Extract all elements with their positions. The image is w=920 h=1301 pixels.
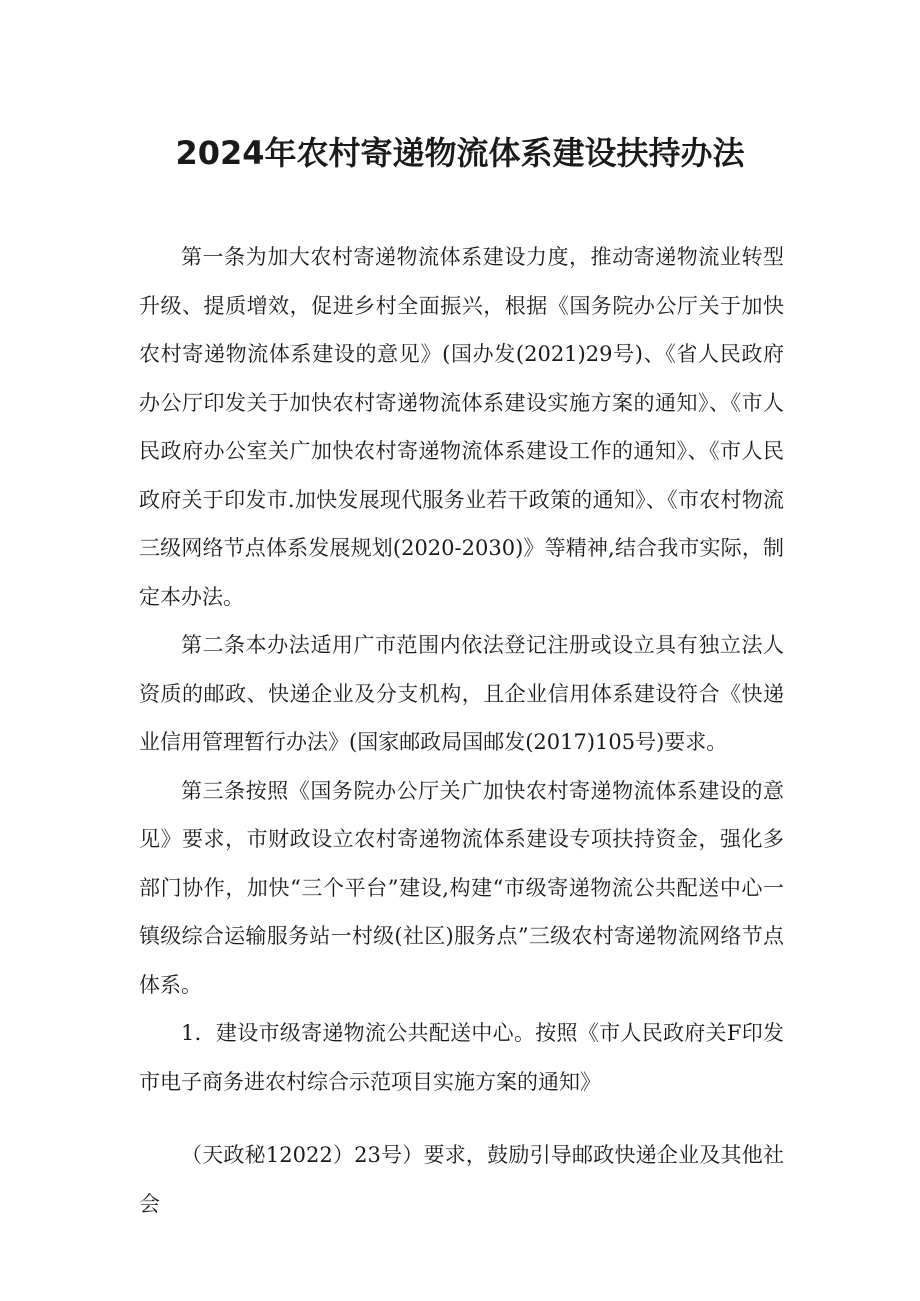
article-2-paragraph: 第二条本办法适用广市范围内依法登记注册或设立具有独立法人资质的邮政、快递企业及分支机构，且企业信用体系建设符合《快递业信用管理暂行办法》(国家邮政局国邮发(2017)105号)要求。	[139, 633, 784, 754]
item-1-paragraph: 1．建设市级寄递物流公共配送中心。按照《市人民政府关F印发市电子商务进农村综合示范项目实施方案的通知》	[139, 1021, 784, 1094]
document-title: 2024年农村寄递物流体系建设扶持办法	[175, 134, 745, 172]
article-1-paragraph: 第一条为加大农村寄递物流体系建设力度，推动寄递物流业转型升级、提质增效，促进乡村全面振兴，根据《国务院办公厅关于加快农村寄递物流体系建设的意见》(国办发(2021)29号)、《省人民政府办公厅印发关于加快农村寄递物流体系建设实施方案的通知》、《市人民政府办公室关广加快农村寄递物流体系建设工作的通知》、《市人民政府关于印发市.加快发展现代服务业若干政策的通知》、《市农村物流三级网络节点体系发展规划(2020-2030)》等精神,结合我市实际，制定本办法。	[139, 245, 784, 609]
continuation-paragraph: （天政秘12022）23号）要求，鼓励引导邮政快递企业及其他社会	[139, 1143, 784, 1216]
article-3-paragraph: 第三条按照《国务院办公厅关广加快农村寄递物流体系建设的意见》要求，市财政设立农村寄递物流体系建设专项扶持资金，强化多部门协作，加快“三个平台”建设,构建“市级寄递物流公共配送中心一镇级综合运输服务站一村级(社区)服务点”三级农村寄递物流网络节点体系。	[139, 778, 784, 997]
document-body	[139, 233, 784, 1228]
